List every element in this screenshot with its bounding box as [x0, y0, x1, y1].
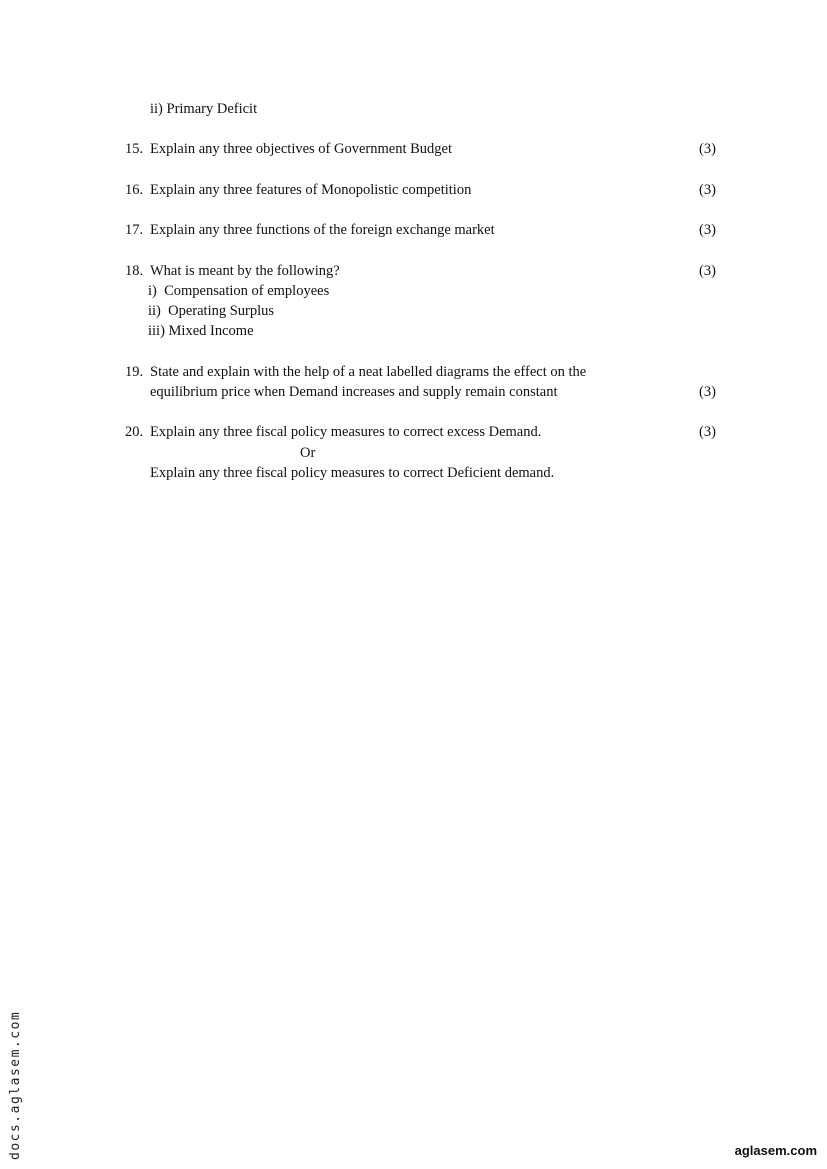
question-number: 18.	[125, 263, 144, 279]
question-text: State and explain with the help of a neat labelled diagrams the effect on the	[150, 364, 587, 380]
question-marks: (3)	[699, 424, 716, 440]
carry-over-subpart: ii) Primary Deficit	[150, 101, 258, 117]
question-number: 15.	[125, 141, 144, 157]
question-marks: (3)	[699, 384, 716, 400]
question-marks: (3)	[699, 263, 716, 279]
question-number: 20.	[125, 424, 144, 440]
alternative-question-text: Explain any three fiscal policy measures to correct Deficient demand.	[150, 465, 555, 481]
corner-watermark: aglasem.com	[734, 1143, 817, 1158]
question-text-continued: equilibrium price when Demand increases and supply remain constant	[150, 384, 558, 400]
side-watermark: docs.aglasem.com	[8, 1010, 23, 1160]
question-number: 19.	[125, 364, 144, 380]
question-marks: (3)	[699, 141, 716, 157]
question-text: Explain any three functions of the foreign exchange market	[150, 222, 495, 238]
question-text: Explain any three objectives of Government Budget	[150, 141, 452, 157]
subpart-item: i) Compensation of employees	[148, 283, 330, 299]
subpart-item: ii) Operating Surplus	[148, 303, 275, 319]
question-text: Explain any three fiscal policy measures to correct excess Demand.	[150, 424, 542, 440]
question-number: 16.	[125, 182, 144, 198]
question-marks: (3)	[699, 222, 716, 238]
question-text: What is meant by the following?	[150, 263, 340, 279]
question-text: Explain any three features of Monopolistic competition	[150, 182, 472, 198]
question-number: 17.	[125, 222, 144, 238]
or-separator: Or	[300, 445, 316, 461]
subpart-item: iii) Mixed Income	[148, 323, 254, 339]
question-marks: (3)	[699, 182, 716, 198]
